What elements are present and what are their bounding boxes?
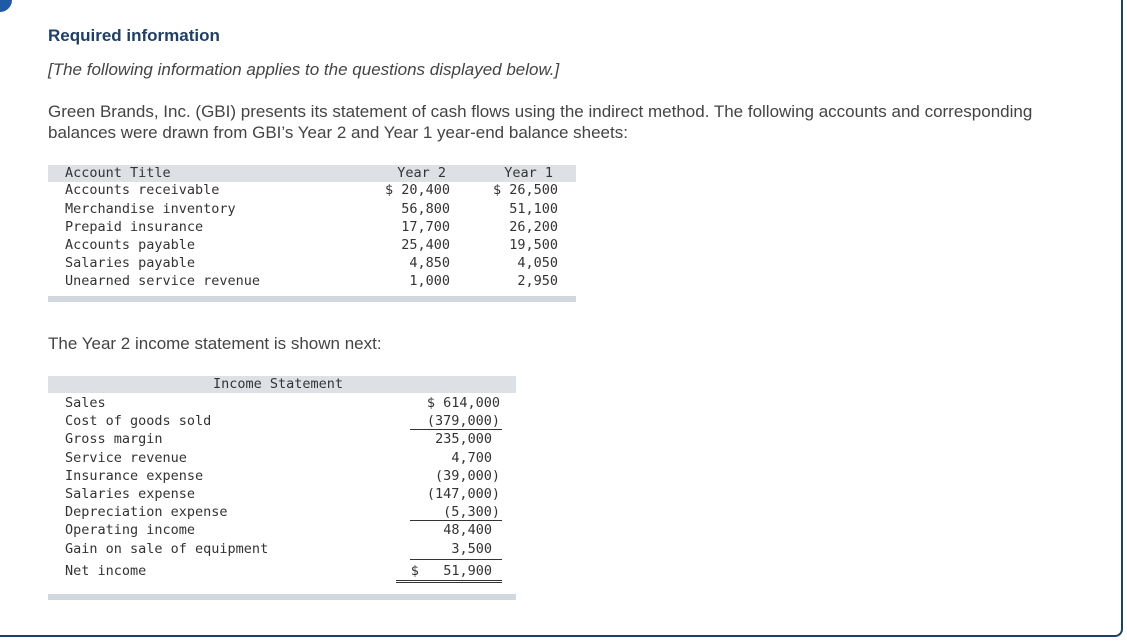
account-title: Prepaid insurance	[65, 219, 204, 235]
income-statement-header	[48, 376, 516, 393]
subtotal-underline	[410, 559, 502, 560]
year-2-value: 56,800	[401, 201, 450, 217]
year-1-value: 26,200	[509, 219, 558, 235]
line-value: 3,500	[451, 540, 492, 557]
line-label: Gross margin	[65, 431, 163, 448]
line-label: Gain on sale of equipment	[65, 540, 269, 557]
table-row	[48, 430, 516, 448]
table-footer-bar	[48, 594, 516, 600]
line-label: Cost of goods sold	[65, 413, 212, 430]
account-title: Unearned service revenue	[65, 273, 261, 289]
header-year-2: Year 2	[397, 165, 446, 181]
year-1-value: 19,500	[509, 237, 558, 253]
line-value: 4,700	[451, 449, 492, 466]
line-label: Sales	[65, 395, 106, 411]
line-label: Operating income	[65, 522, 196, 539]
table-row	[48, 412, 516, 430]
account-title: Accounts receivable	[65, 182, 220, 198]
header-year-1: Year 1	[504, 165, 553, 181]
year-1-value: 2,950	[517, 273, 558, 289]
line-label: Salaries expense	[65, 485, 196, 502]
income-statement-table	[48, 376, 516, 600]
balance-table-header	[48, 165, 576, 182]
table-row	[48, 540, 516, 558]
table-row	[48, 237, 576, 255]
line-value: (39,000)	[434, 467, 500, 484]
table-row	[48, 485, 516, 503]
year-1-value: 4,050	[517, 255, 558, 271]
account-title: Accounts payable	[65, 237, 196, 253]
header-account-title: Account Title	[65, 165, 171, 181]
info-note: [The following information applies to the questions displayed below.]	[48, 60, 560, 79]
year-1-value: 51,100	[509, 201, 558, 217]
table-row	[48, 201, 576, 219]
table-row	[48, 449, 516, 467]
line-label: Insurance expense	[65, 467, 204, 484]
account-title: Merchandise inventory	[65, 201, 236, 217]
required-information-heading: Required information	[48, 26, 220, 45]
intro-paragraph: Green Brands, Inc. (GBI) presents its statement of cash flows using the indirect method. The following accounts and corresponding balances were drawn from GBI’s Year 2 and Year 1 year-end balance sheets:	[48, 102, 1033, 142]
balance-sheet-table	[48, 165, 576, 302]
table-row	[48, 467, 516, 485]
table-row	[48, 562, 516, 580]
table-row	[48, 255, 576, 273]
line-value: $ 614,000	[426, 395, 500, 411]
table-row	[48, 219, 576, 237]
year-2-value: $ 20,400	[384, 182, 450, 198]
total-double-underline	[396, 580, 502, 583]
year-2-value: 4,850	[409, 255, 450, 271]
table-row	[48, 394, 516, 412]
year-1-value: $ 26,500	[492, 182, 558, 198]
line-value: (5,300)	[443, 504, 500, 521]
table-row	[48, 273, 576, 291]
line-value: 48,400	[443, 522, 492, 539]
line-value: $ 51,900	[410, 562, 492, 579]
table-row	[48, 521, 516, 539]
line-value: (379,000)	[426, 413, 500, 430]
year-2-value: 17,700	[401, 219, 450, 235]
line-value: (147,000)	[426, 485, 500, 502]
year-2-value: 1,000	[409, 273, 450, 289]
line-label: Service revenue	[65, 449, 187, 466]
line-label: Net income	[65, 562, 147, 579]
table-row	[48, 503, 516, 521]
year-2-value: 25,400	[401, 237, 450, 253]
income-statement-title: Income Statement	[213, 376, 344, 392]
table-footer-bar	[48, 296, 576, 302]
income-statement-intro: The Year 2 income statement is shown next:	[48, 334, 382, 353]
line-label: Depreciation expense	[65, 504, 228, 521]
line-value: 235,000	[435, 431, 492, 448]
account-title: Salaries payable	[65, 255, 196, 271]
table-row	[48, 182, 576, 201]
